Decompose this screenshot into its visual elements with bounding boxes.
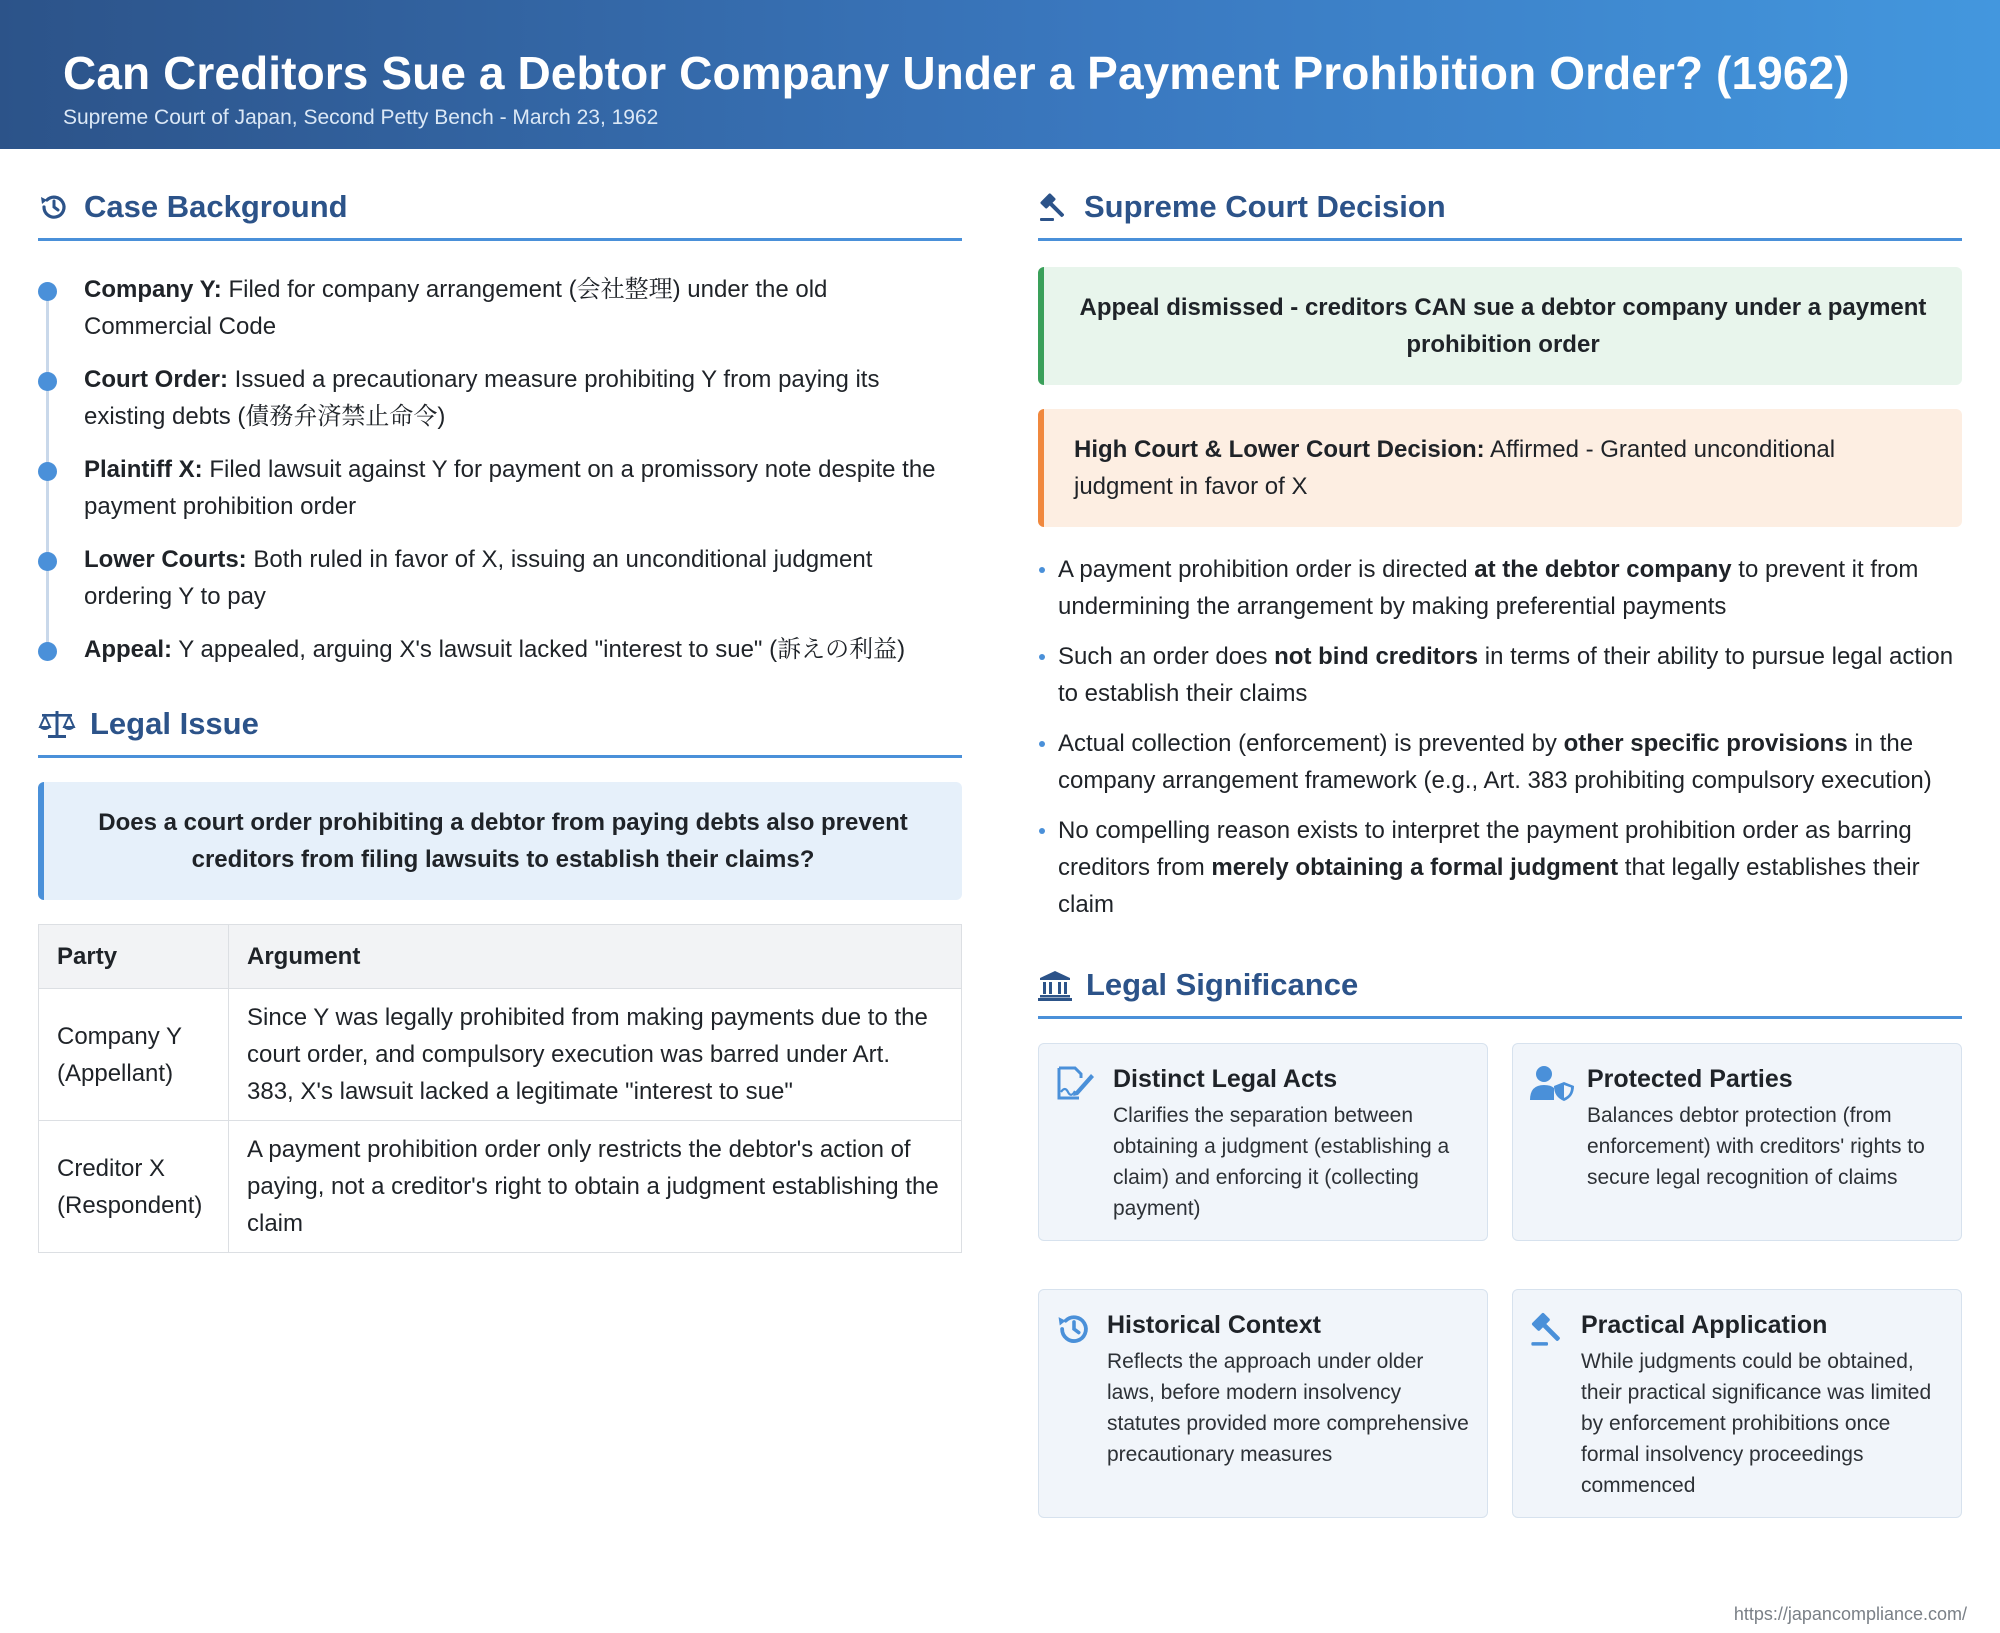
- decision-result: Appeal dismissed - creditors CAN sue a debtor company under a payment prohibition order: [1038, 267, 1962, 385]
- table-header-argument: Argument: [229, 925, 962, 989]
- card-description: Balances debtor protection (from enforcement) with creditors' rights to secure legal recognition of claims: [1587, 1104, 1925, 1189]
- reason-emphasis: at the debtor company: [1474, 556, 1732, 583]
- table-header-row: [39, 925, 962, 989]
- table-row: [39, 1121, 962, 1253]
- card-title: Practical Application: [1581, 1311, 1828, 1339]
- legal-issue-question: Does a court order prohibiting a debtor from paying debts also prevent creditors from filing lawsuits to establish their claims?: [38, 782, 962, 900]
- timeline-dot: [38, 552, 57, 571]
- lower-court-decision: [1038, 409, 1962, 527]
- reason-text: Such an order does: [1058, 643, 1275, 670]
- argument-cell: A payment prohibition order only restricts the debtor's action of paying, not a creditor's right to obtain a judgment establishing the claim: [229, 1121, 962, 1253]
- decision-header: [1038, 185, 1962, 241]
- lower-court-text: Affirmed - Granted unconditional judgment in favor of X: [1074, 436, 1836, 500]
- reason-text: that legally establishes their claim: [1058, 854, 1920, 918]
- left-column: [38, 185, 962, 1253]
- timeline-dot: [38, 462, 57, 481]
- timeline-dot: [38, 642, 57, 661]
- courthouse-icon: [1038, 969, 1072, 1001]
- lower-court-label: High Court & Lower Court Decision:: [1074, 436, 1485, 463]
- card-description: While judgments could be obtained, their practical significance was limited by enforcement prohibitions once formal insolvency proceedings commenced: [1581, 1350, 1932, 1497]
- timeline-item: [84, 361, 962, 435]
- timeline-item: [84, 631, 962, 668]
- timeline-text: Y appealed, arguing X's lawsuit lacked "interest to sue" (訴えの利益): [172, 636, 906, 663]
- list-item: [1038, 725, 1962, 799]
- case-background-title: Case Background: [84, 188, 348, 224]
- reason-text: A payment prohibition order is directed: [1058, 556, 1475, 583]
- timeline-label: Court Order:: [84, 366, 228, 393]
- party-cell: Creditor X (Respondent): [39, 1121, 229, 1253]
- reason-emphasis: merely obtaining a formal judgment: [1211, 854, 1619, 881]
- list-item: [1038, 638, 1962, 712]
- history-icon: [38, 191, 70, 223]
- card-title: Historical Context: [1107, 1311, 1321, 1339]
- gavel-icon: [1038, 191, 1070, 223]
- signature-icon: [1055, 1064, 1095, 1102]
- source-url: https://japancompliance.com/: [1733, 1604, 1967, 1624]
- legal-issue-title: Legal Issue: [90, 705, 259, 741]
- list-item: [1038, 812, 1962, 923]
- gavel-icon: [1529, 1310, 1567, 1348]
- timeline-text: Filed for company arrangement (会社整理) under the old Commercial Code: [84, 276, 828, 340]
- right-column: [1038, 185, 1962, 1518]
- reason-text: in the company arrangement framework (e.g., Art. 383 prohibiting compulsory execution): [1058, 730, 1932, 794]
- decision-reasons: [1038, 551, 1962, 923]
- significance-card: [1038, 1289, 1488, 1518]
- page-header: [0, 0, 2000, 149]
- significance-header: [1038, 963, 1962, 1019]
- page-subtitle: Supreme Court of Japan, Second Petty Bench - March 23, 1962: [63, 106, 659, 129]
- background-timeline: [38, 271, 962, 668]
- page-title: Can Creditors Sue a Debtor Company Under a Payment Prohibition Order? (1962): [63, 47, 1850, 99]
- timeline-label: Company Y:: [84, 276, 222, 303]
- reason-text: No compelling reason exists to interpret the payment prohibition order as barring creditors from: [1058, 817, 1912, 881]
- card-title: Protected Parties: [1587, 1065, 1793, 1093]
- significance-card: [1512, 1289, 1962, 1518]
- card-description: Clarifies the separation between obtaining a judgment (establishing a claim) and enforcing it (collecting payment): [1113, 1104, 1450, 1220]
- legal-issue-header: [38, 702, 962, 758]
- significance-card: [1512, 1043, 1962, 1241]
- history-icon: [1055, 1310, 1093, 1348]
- significance-title: Legal Significance: [1086, 966, 1359, 1002]
- decision-title: Supreme Court Decision: [1084, 188, 1446, 224]
- user-shield-icon: [1529, 1064, 1575, 1102]
- balance-scale-icon: [38, 708, 76, 740]
- reason-text: Actual collection (enforcement) is prevented by: [1058, 730, 1564, 757]
- timeline-item: [84, 541, 962, 615]
- timeline-dot: [38, 282, 57, 301]
- significance-cards: [1038, 1043, 1962, 1518]
- table-row: [39, 989, 962, 1121]
- timeline-label: Lower Courts:: [84, 546, 247, 573]
- card-title: Distinct Legal Acts: [1113, 1065, 1338, 1093]
- reason-text: to prevent it from undermining the arrangement by making preferential payments: [1058, 556, 1919, 620]
- case-background-header: [38, 185, 962, 241]
- timeline-text: Both ruled in favor of X, issuing an unconditional judgment ordering Y to pay: [84, 546, 873, 610]
- timeline-item: [84, 451, 962, 525]
- party-cell: Company Y (Appellant): [39, 989, 229, 1121]
- timeline-text: Issued a precautionary measure prohibiting Y from paying its existing debts (債務弁済禁止命令): [84, 366, 880, 430]
- significance-card: [1038, 1043, 1488, 1241]
- card-description: Reflects the approach under older laws, before modern insolvency statutes provided more comprehensive precautionary measures: [1107, 1350, 1469, 1466]
- timeline-item: [84, 271, 962, 345]
- reason-text: in terms of their ability to pursue legal action to establish their claims: [1058, 643, 1954, 707]
- argument-cell: Since Y was legally prohibited from making payments due to the court order, and compulsory execution was barred under Art. 383, X's lawsuit lacked a legitimate "interest to sue": [229, 989, 962, 1121]
- table-header-party: Party: [39, 925, 229, 989]
- timeline-dot: [38, 372, 57, 391]
- timeline-text: Filed lawsuit against Y for payment on a promissory note despite the payment prohibition order: [84, 456, 936, 520]
- timeline-label: Appeal:: [84, 636, 173, 663]
- arguments-table: [38, 924, 962, 1253]
- list-item: [1038, 551, 1962, 625]
- timeline-label: Plaintiff X:: [84, 456, 203, 483]
- reason-emphasis: not bind creditors: [1274, 643, 1479, 670]
- reason-emphasis: other specific provisions: [1563, 730, 1848, 757]
